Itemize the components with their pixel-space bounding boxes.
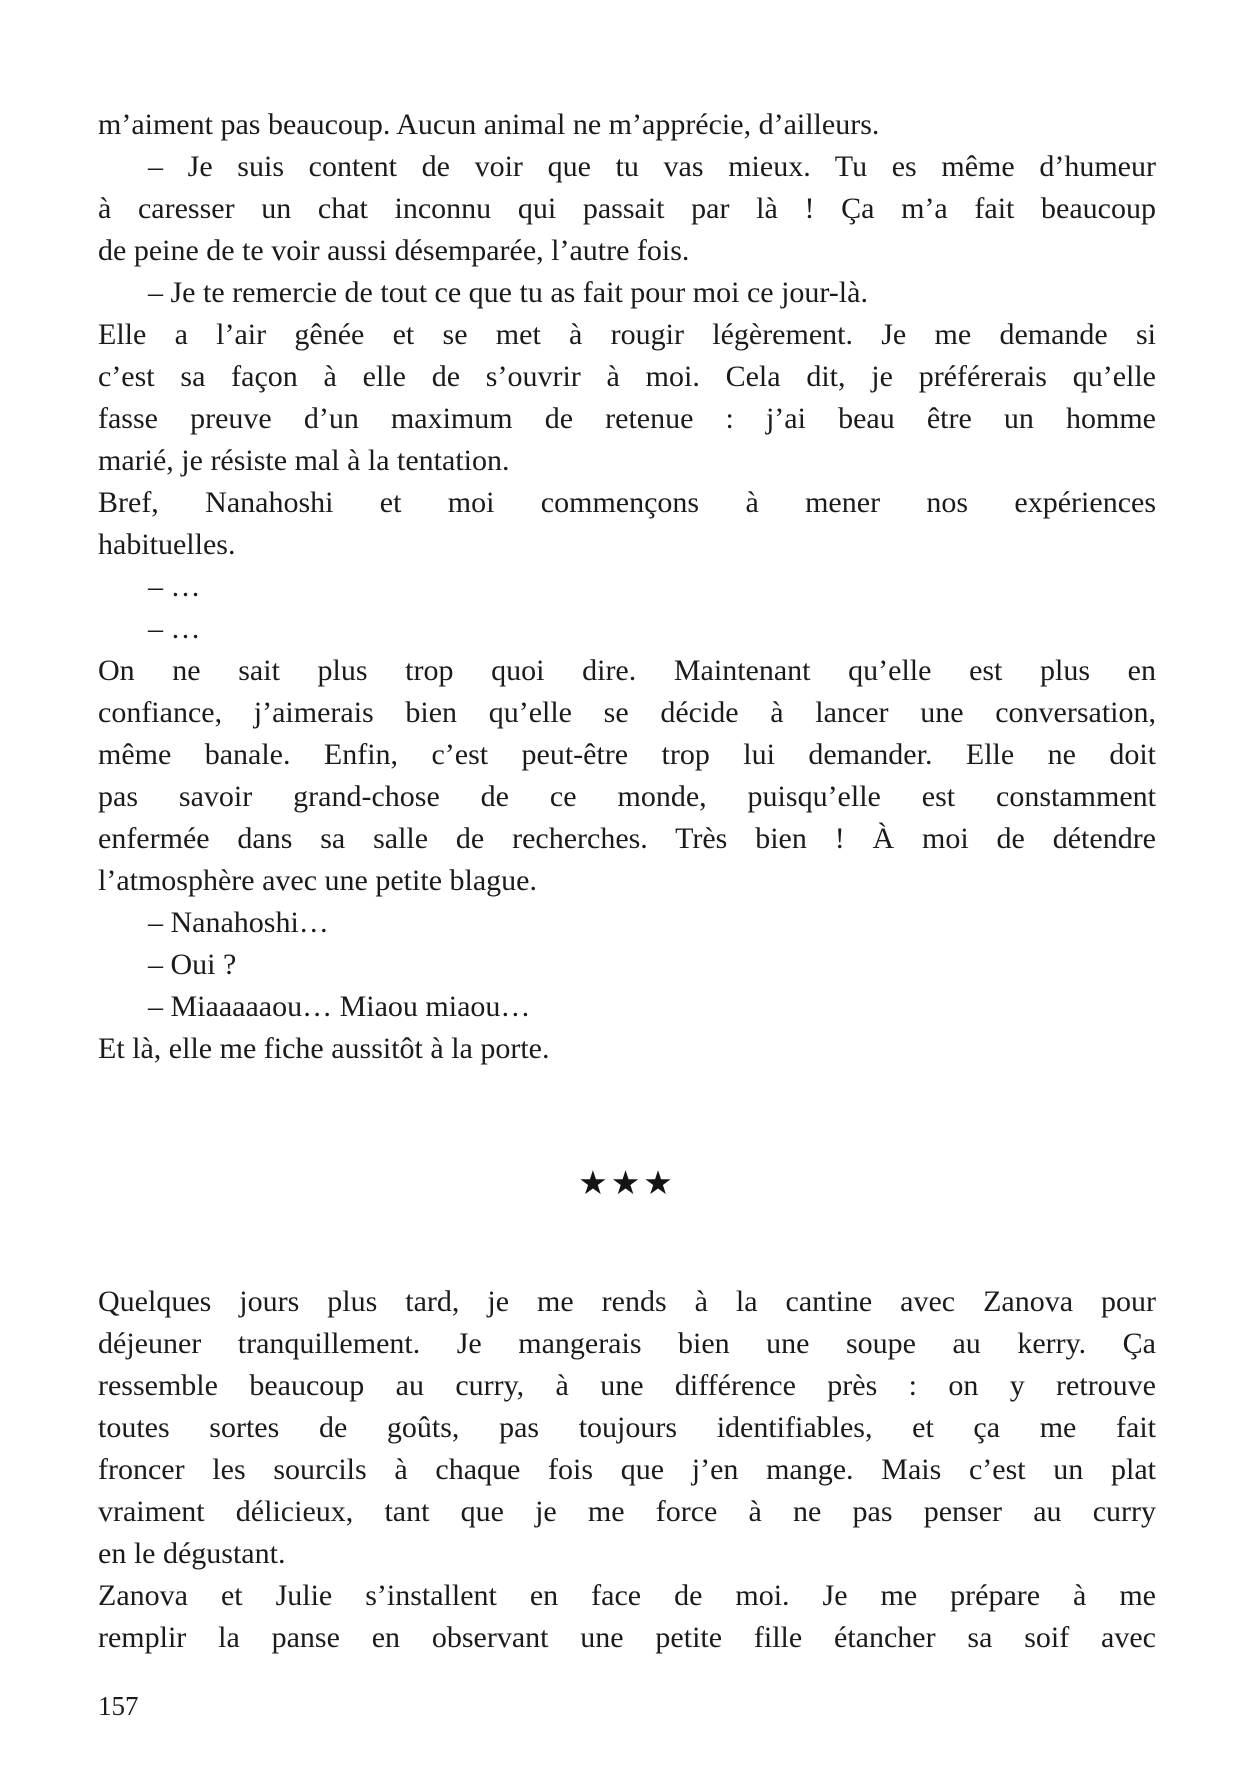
text-line: déjeuner tranquillement. Je mangerais bien une soupe au kerry. Ça bbox=[98, 1327, 1156, 1360]
text-line: ressemble beaucoup au curry, à une différence près : on y retrouve bbox=[98, 1369, 1156, 1402]
text-line: – … bbox=[148, 612, 201, 645]
text-line: Zanova et Julie s’installent en face de moi. Je me prépare à me bbox=[98, 1579, 1156, 1612]
text-line: toutes sortes de goûts, pas toujours identifiables, et ça me fait bbox=[98, 1411, 1156, 1444]
page-text bbox=[98, 104, 1156, 1659]
text-line: Quelques jours plus tard, je me rends à la cantine avec Zanova pour bbox=[98, 1285, 1156, 1318]
text-line: en le dégustant. bbox=[98, 1537, 286, 1570]
text-line: froncer les sourcils à chaque fois que j’en mange. Mais c’est un plat bbox=[98, 1453, 1156, 1486]
text-line: enfermée dans sa salle de recherches. Très bien ! À moi de détendre bbox=[98, 822, 1156, 855]
text-line: confiance, j’aimerais bien qu’elle se décide à lancer une conversation, bbox=[98, 696, 1156, 729]
text-line: c’est sa façon à elle de s’ouvrir à moi. Cela dit, je préférerais qu’elle bbox=[98, 360, 1156, 393]
text-line: – Nanahoshi… bbox=[148, 906, 329, 939]
text-line: On ne sait plus trop quoi dire. Maintenant qu’elle est plus en bbox=[98, 654, 1156, 687]
text-line: pas savoir grand-chose de ce monde, puisqu’elle est constamment bbox=[98, 780, 1156, 813]
text-line: Elle a l’air gênée et se met à rougir légèrement. Je me demande si bbox=[98, 318, 1156, 351]
text-line: – Je suis content de voir que tu vas mieux. Tu es même d’humeur bbox=[148, 150, 1156, 183]
text-line: – Je te remercie de tout ce que tu as fait pour moi ce jour-là. bbox=[148, 276, 868, 309]
text-line: Et là, elle me fiche aussitôt à la porte. bbox=[98, 1032, 550, 1065]
page-number: 157 bbox=[98, 1691, 139, 1721]
text-line: de peine de te voir aussi désemparée, l’autre fois. bbox=[98, 234, 690, 267]
text-line: vraiment délicieux, tant que je me force à ne pas penser au curry bbox=[98, 1495, 1156, 1528]
text-line: à caresser un chat inconnu qui passait par là ! Ça m’a fait beaucoup bbox=[98, 192, 1156, 225]
text-line: l’atmosphère avec une petite blague. bbox=[98, 864, 537, 897]
text-line: même banale. Enfin, c’est peut-être trop lui demander. Elle ne doit bbox=[98, 738, 1156, 771]
text-line: – Miaaaaaou… Miaou miaou… bbox=[148, 990, 531, 1023]
text-line: fasse preuve d’un maximum de retenue : j’ai beau être un homme bbox=[98, 402, 1156, 435]
text-line: remplir la panse en observant une petite fille étancher sa soif avec bbox=[98, 1621, 1156, 1654]
text-line: – Oui ? bbox=[148, 948, 237, 981]
text-line: m’aiment pas beaucoup. Aucun animal ne m’apprécie, d’ailleurs. bbox=[98, 108, 880, 141]
text-line: marié, je résiste mal à la tentation. bbox=[98, 444, 510, 477]
text-line: – … bbox=[148, 570, 201, 603]
text-line: Bref, Nanahoshi et moi commençons à mener nos expériences bbox=[98, 486, 1156, 519]
text-line: habituelles. bbox=[98, 528, 236, 561]
scene-break: ★★★ bbox=[578, 1166, 676, 1202]
